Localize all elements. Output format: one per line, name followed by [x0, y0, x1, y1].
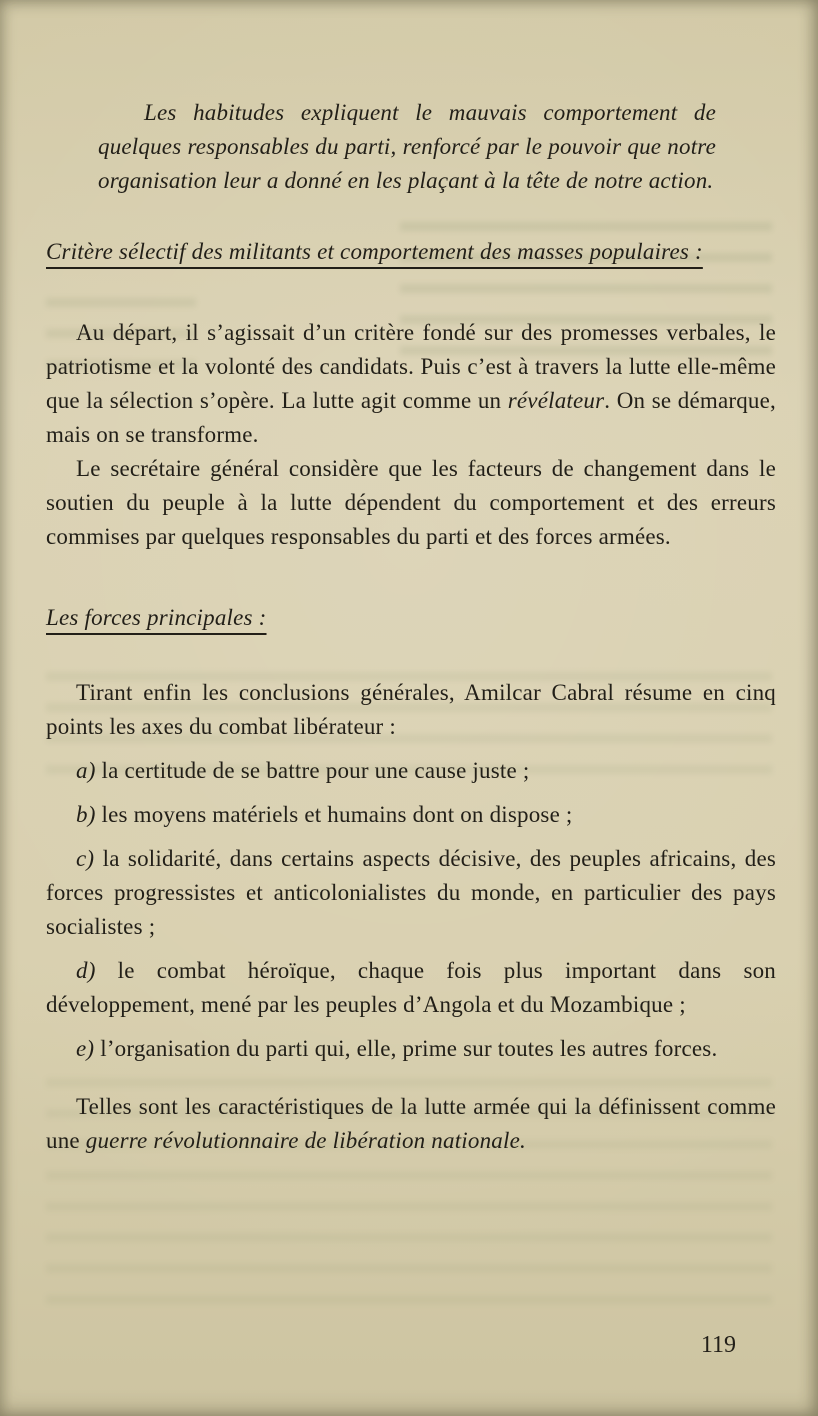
emphasized-text: guerre révolutionnaire de libération nationale. [85, 1128, 526, 1153]
emphasized-text: d) [76, 958, 96, 983]
section-heading-criteria: Critère sélectif des militants et comportement des masses populaires : [46, 239, 703, 264]
body-text: les moyens matériels et humains dont on dispose ; [95, 802, 573, 827]
body-text: Telles sont les caractéristiques de la lutte armée qui la définissent comme une [46, 1094, 776, 1153]
body-text: l’organisation du parti qui, elle, prime sur toutes les autres forces. [94, 1036, 718, 1061]
emphasized-text: e) [76, 1036, 95, 1061]
body-text: la certitude de se battre pour une cause juste ; [95, 758, 530, 783]
body-text: Le secrétaire général considère que les facteurs de changement dans le soutien du peuple à la lutte dépendent du comportement et des erreurs commises par quelques responsables du parti et des forces armées. [46, 456, 776, 549]
emphasized-text: révélateur [507, 388, 605, 413]
emphasized-text: Les habitudes expliquent le mauvais comportement de quelques responsables du parti, renforcé par le pouvoir que notre organisation leur a donné en les plaçant à la tête de notre action. [98, 100, 716, 193]
epigraph-quote [98, 96, 716, 198]
section-heading-forces: Les forces principales : [46, 605, 267, 630]
body-text: la solidarité, dans certains aspects décisive, des peuples africains, des forces progressistes et anticolonialistes du monde, en particulier des pays socialistes ; [46, 846, 776, 939]
list-item-b [46, 798, 776, 832]
emphasized-text: a) [76, 758, 96, 783]
paragraph-criteria-1 [46, 316, 776, 452]
body-text: . On se démarque, mais on se transforme. [46, 388, 776, 447]
body-text: Tirant enfin les conclusions générales, Amilcar Cabral résume en cinq points les axes du combat libérateur : [46, 680, 776, 739]
paragraph-closing [46, 1090, 776, 1158]
list-item-c [46, 842, 776, 944]
paragraph-criteria-2 [46, 452, 776, 554]
paragraph-forces-intro [46, 676, 776, 744]
body-text: le combat héroïque, chaque fois plus important dans son développement, mené par les peuples d’Angola et du Mozambique ; [46, 958, 776, 1017]
page-number: 119 [700, 1332, 736, 1358]
list-item-e [46, 1032, 776, 1066]
list-item-d [46, 954, 776, 1022]
emphasized-text: b) [76, 802, 96, 827]
emphasized-text: c) [76, 846, 95, 871]
list-item-a [46, 754, 776, 788]
body-text: Au départ, il s’agissait d’un critère fondé sur des promesses verbales, le patriotisme et la volonté des candidats. Puis c’est à travers la lutte elle-même que la sélection s’opère. La lutte agit comme un [46, 320, 776, 413]
text-column [46, 96, 776, 1158]
